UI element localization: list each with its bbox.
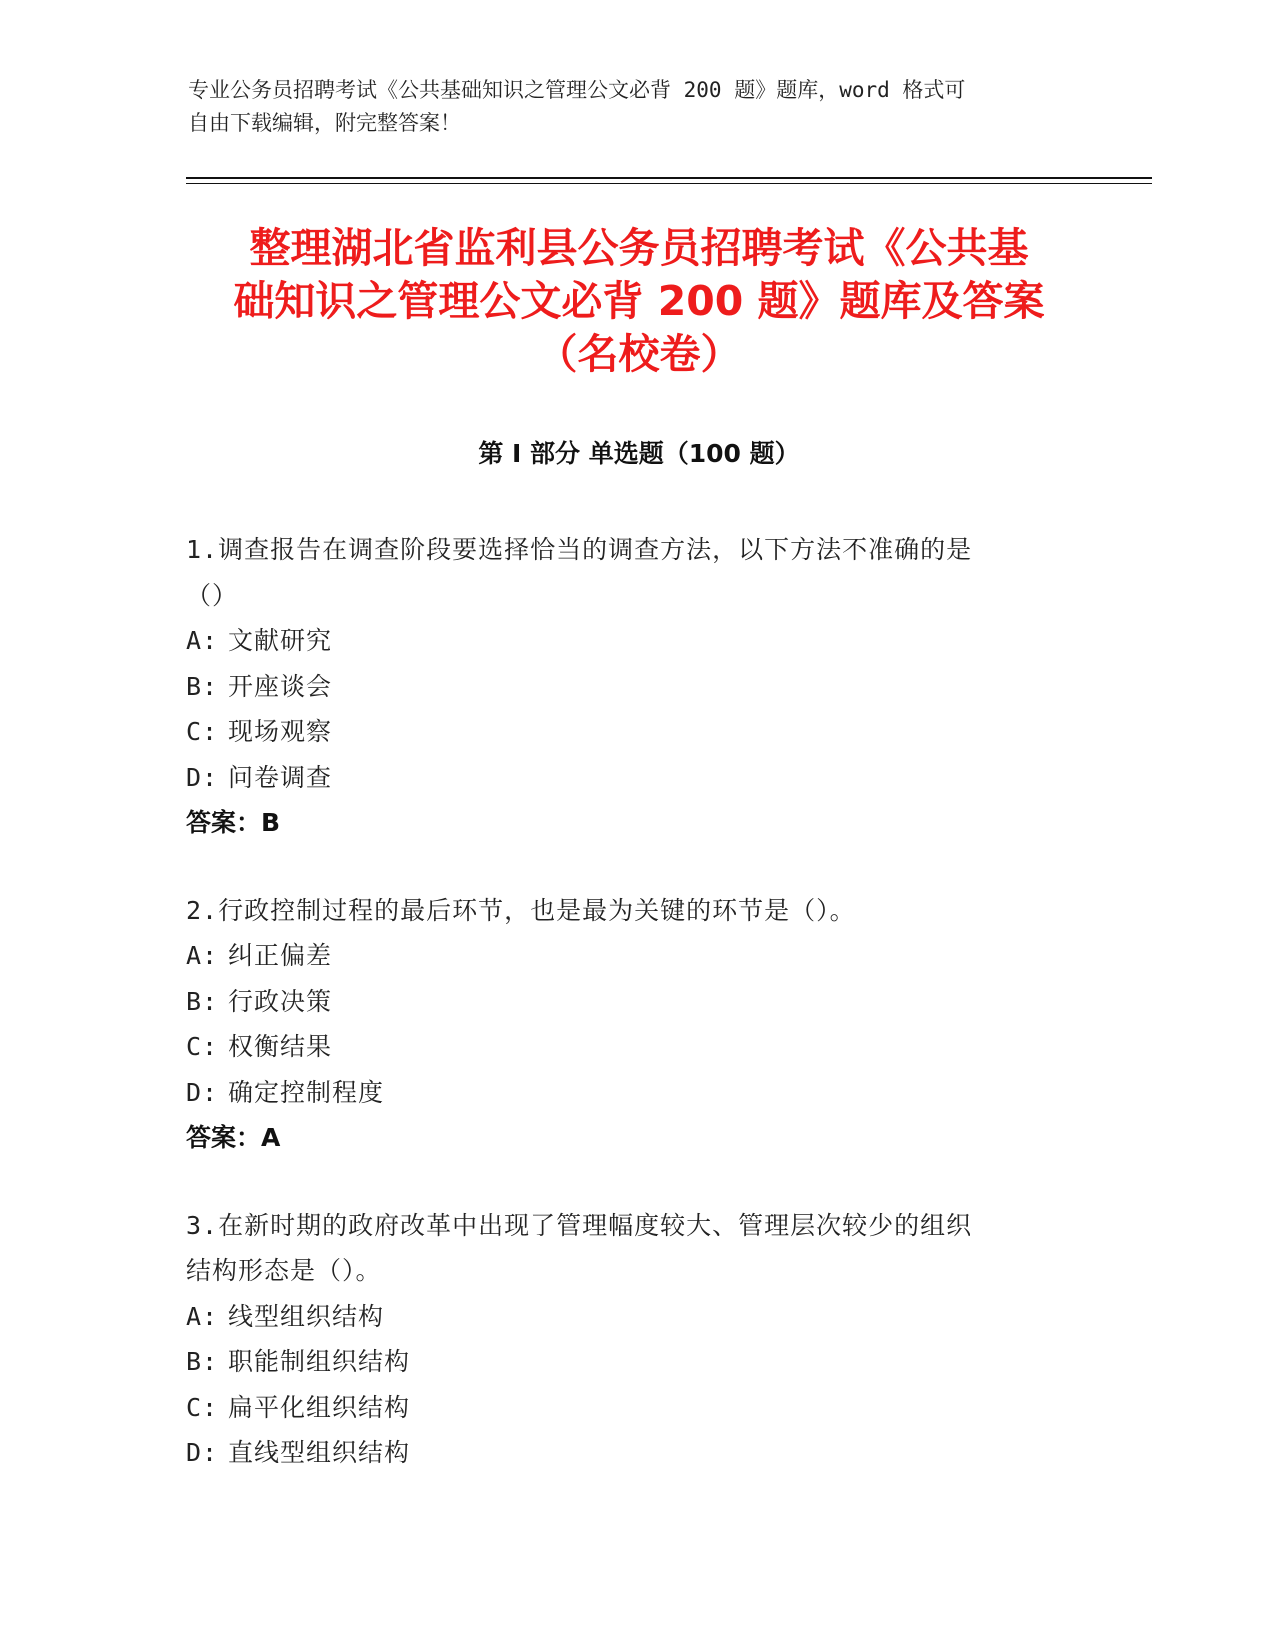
option-c [186, 1385, 1086, 1431]
option-text: 确定控制程度 [228, 1077, 385, 1107]
option-letter: D: [186, 762, 219, 792]
option-text: 扁平化组织结构 [228, 1392, 411, 1422]
question-item [186, 527, 1086, 846]
option-letter: D: [186, 1077, 219, 1107]
document-title-line: 础知识之管理公文必背 200 题》题库及答案 [233, 277, 1045, 325]
header-note [188, 74, 1088, 140]
question-text: 2.行政控制过程的最后环节，也是最为关键的环节是（）。 [186, 895, 856, 925]
document-title-line: 整理湖北省监利县公务员招聘考试《公共基 [249, 224, 1029, 272]
header-divider [186, 177, 1152, 179]
document-title-line: （名校卷） [536, 330, 742, 378]
option-text: 纠正偏差 [228, 941, 333, 970]
option-d [186, 1430, 1086, 1476]
option-letter: C: [186, 1032, 219, 1061]
option-b [186, 979, 1086, 1025]
option-a [186, 618, 1086, 664]
option-letter: C: [186, 1392, 219, 1422]
option-c [186, 1024, 1086, 1070]
option-text: 问卷调查 [228, 762, 333, 792]
question-text: 1.调查报告在调查阶段要选择恰当的调查方法，以下方法不准确的是 [186, 535, 973, 564]
option-letter: A: [186, 941, 219, 970]
option-a [186, 933, 1086, 979]
answer-label: 答案：B [186, 808, 281, 837]
option-d [186, 1070, 1086, 1116]
option-letter: D: [186, 1438, 219, 1467]
question-item [186, 888, 1086, 1161]
option-text: 线型组织结构 [228, 1301, 385, 1331]
option-letter: B: [186, 671, 219, 701]
question-list [186, 527, 1086, 1518]
option-a [186, 1294, 1086, 1340]
option-text: 行政决策 [228, 986, 333, 1016]
option-letter: A: [186, 1301, 219, 1331]
option-letter: B: [186, 986, 219, 1016]
answer-label: 答案：A [186, 1123, 281, 1152]
option-c [186, 709, 1086, 755]
option-text: 直线型组织结构 [228, 1438, 411, 1467]
header-note-line: 专业公务员招聘考试《公共基础知识之管理公文必背 200 题》题库，word 格式可 [188, 78, 966, 102]
question-text: 3.在新时期的政府改革中出现了管理幅度较大、管理层次较少的组织 [186, 1210, 973, 1240]
option-text: 文献研究 [228, 626, 333, 655]
option-text: 权衡结果 [228, 1032, 333, 1061]
option-text: 开座谈会 [228, 671, 333, 701]
option-b [186, 664, 1086, 710]
option-letter: C: [186, 717, 219, 746]
header-note-line: 自由下载编辑，附完整答案！ [188, 111, 461, 135]
section-title: 第 I 部分 单选题（100 题） [478, 439, 800, 468]
question-item [186, 1203, 1086, 1476]
question-text: 结构形态是（）。 [186, 1256, 382, 1285]
option-b [186, 1339, 1086, 1385]
option-text: 现场观察 [228, 717, 333, 746]
option-d [186, 755, 1086, 801]
option-letter: A: [186, 626, 219, 655]
document-title [186, 222, 1092, 381]
question-text: （） [186, 580, 239, 610]
header-divider [186, 183, 1152, 184]
option-text: 职能制组织结构 [228, 1347, 411, 1376]
option-letter: B: [186, 1347, 219, 1376]
